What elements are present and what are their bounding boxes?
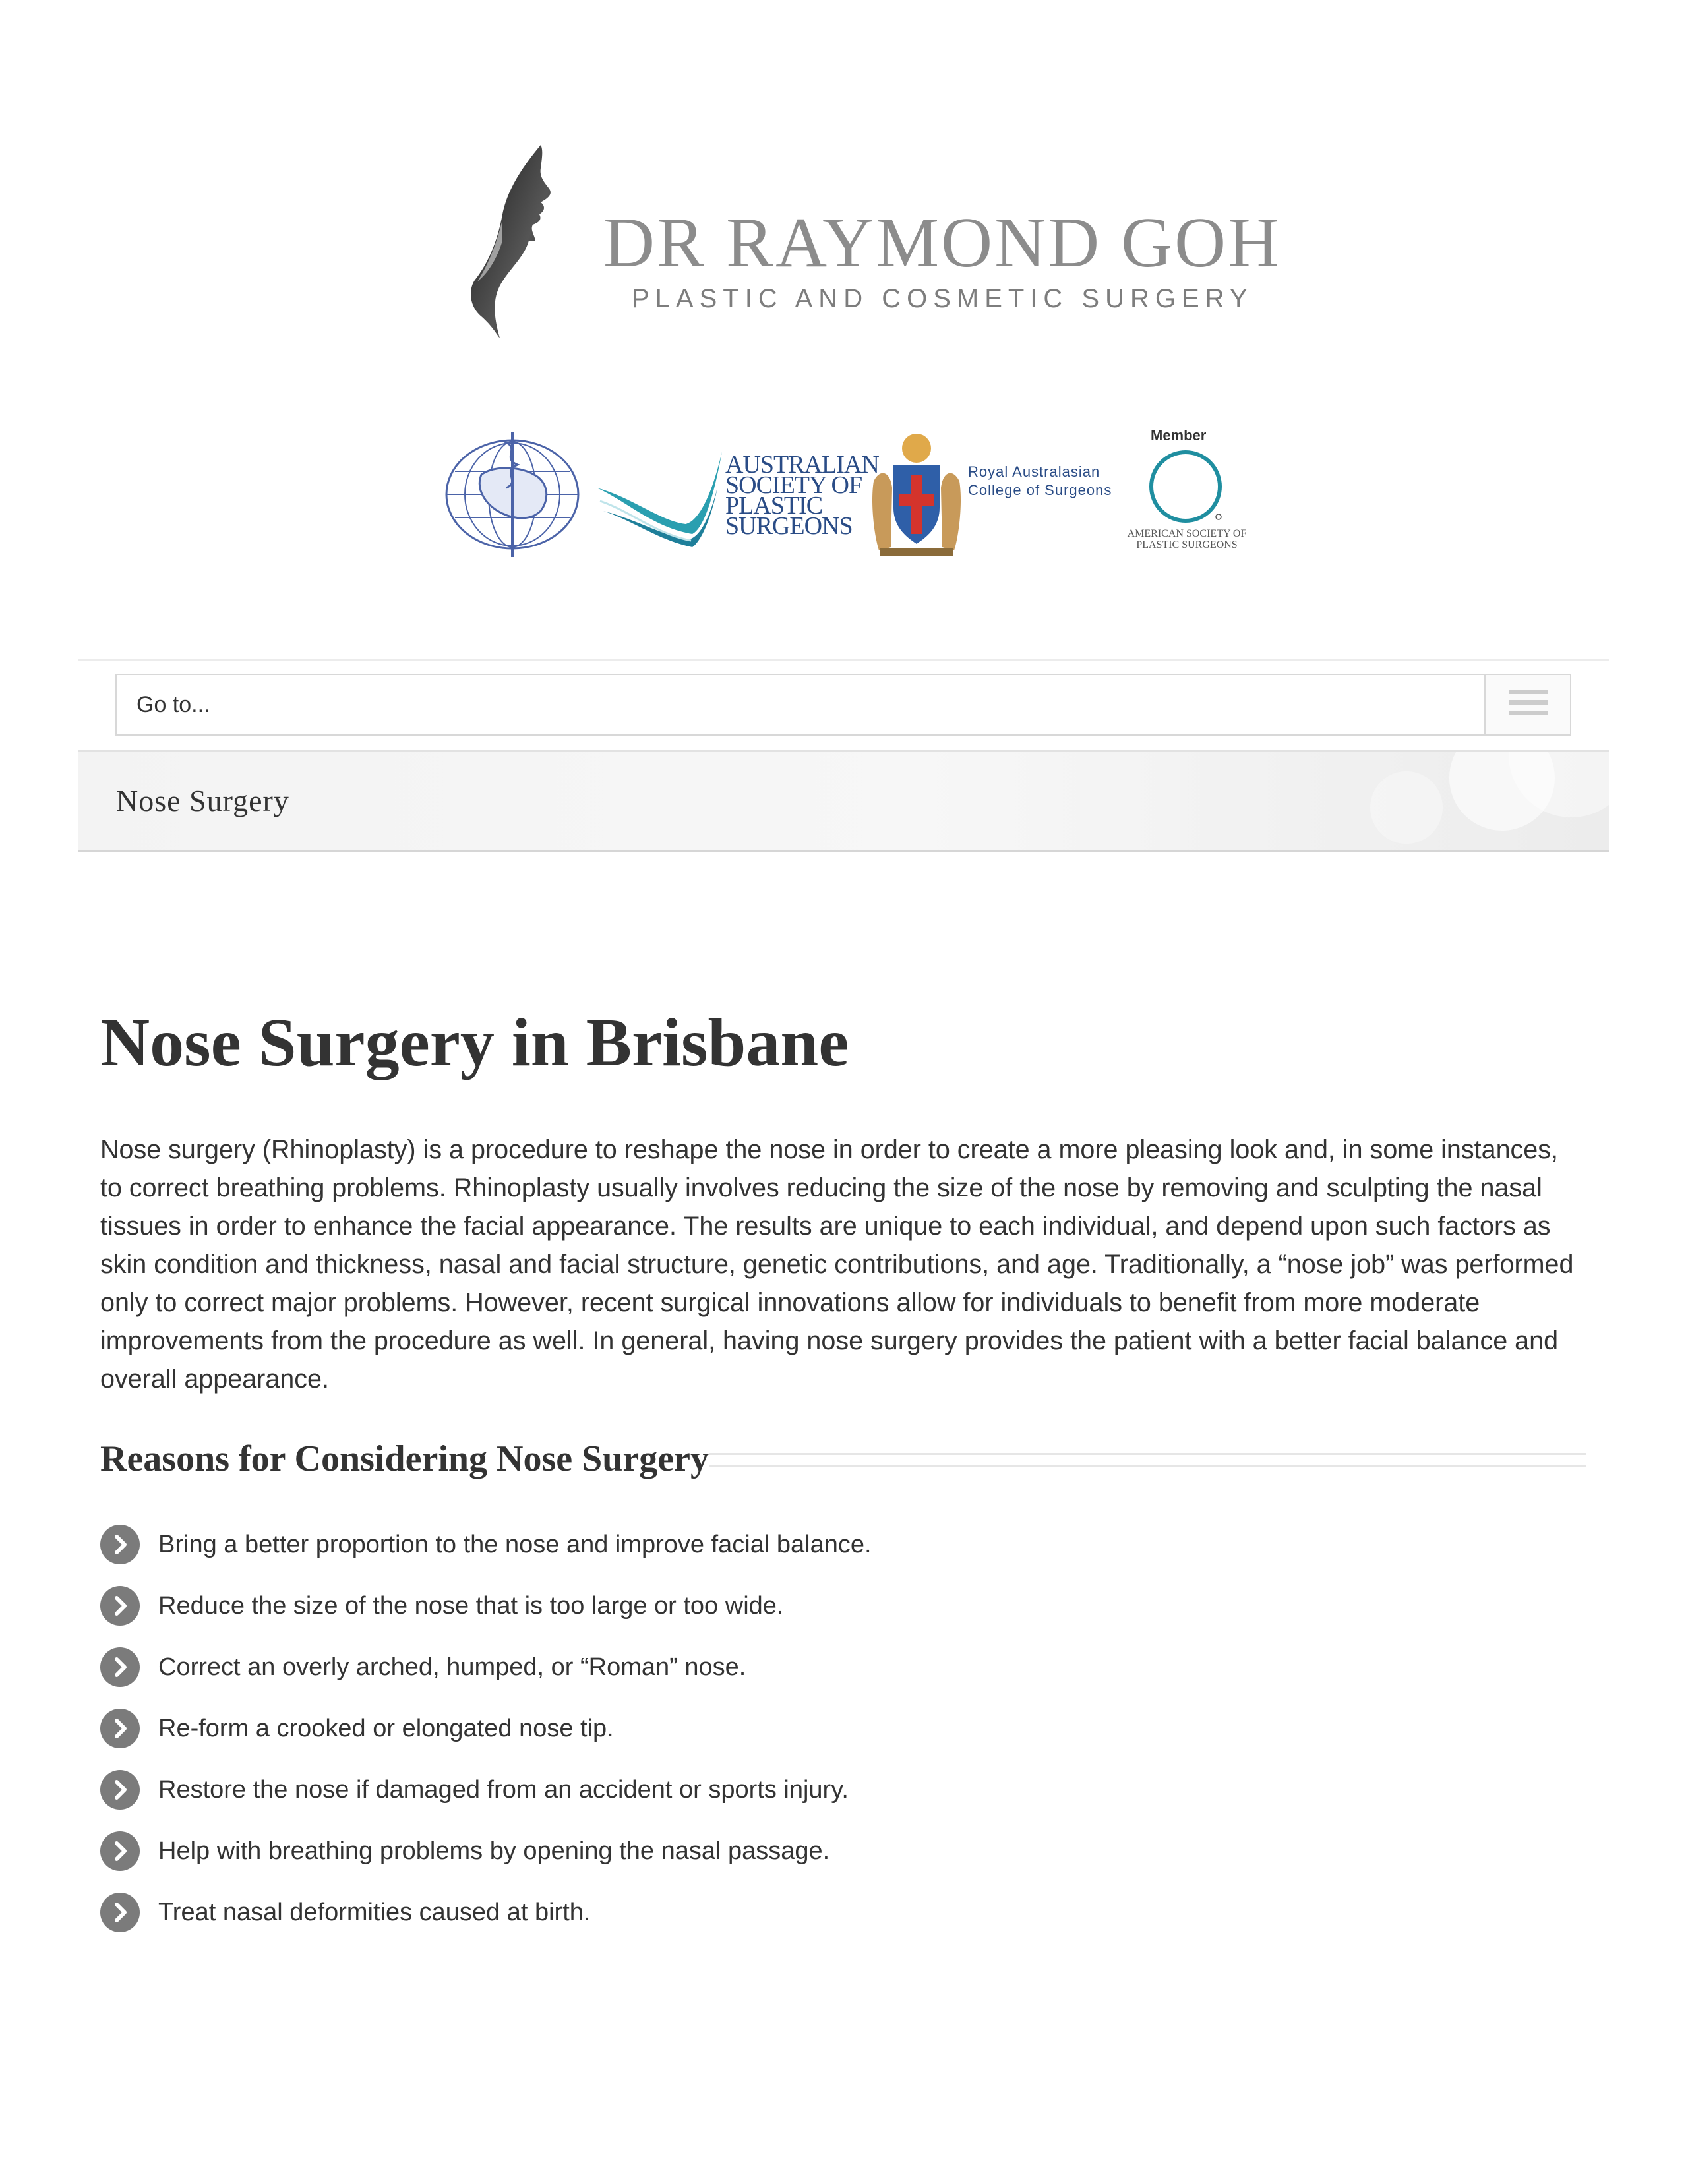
list-item-text: Help with breathing problems by opening the nasal passage. — [158, 1837, 830, 1865]
list-item-text: Treat nasal deformities caused at birth. — [158, 1899, 591, 1926]
american-society-ring-logo — [1147, 448, 1226, 527]
nav-divider — [78, 659, 1609, 661]
racs-text: Royal Australasian College of Surgeons — [968, 463, 1112, 498]
chevron-right-circle-icon — [100, 1831, 140, 1871]
intro-paragraph: Nose surgery (Rhinoplasty) is a procedure to reshape the nose in order to create a more pleasing look and, in some instances, to correct breathing problems. Rhinoplasty usually involves reducing the size of the nose by removing and sculpting the nasal tissues in order to enhance the facial appearance. The results are unique to each individual, and depend upon such factors as skin condition and thickness, nasal and facial structure, genetic contributions, and age. Traditionally, a “nose job” was performed only to correct major problems. However, recent surgical innovations allow for individuals to benefit from more moderate improvements from the procedure as well. In general, having nose surgery provides the patient with a better facial balance and overall appearance. — [100, 1135, 1574, 1394]
goto-label: Go to... — [136, 692, 210, 717]
menu-toggle-button[interactable] — [1484, 675, 1570, 734]
member-label: Member — [1151, 427, 1207, 444]
page-title: Nose Surgery — [116, 784, 289, 817]
australasian-society-globe-logo — [435, 428, 590, 560]
heading-separator — [709, 1453, 1586, 1467]
american-society-text: AMERICAN SOCIETY OF PLASTIC SURGEONS — [1127, 528, 1247, 550]
list-item-text: Reduce the size of the nose that is too large or too wide. — [158, 1592, 784, 1620]
chevron-right-circle-icon — [100, 1709, 140, 1748]
page-title-bar — [78, 750, 1609, 852]
main-heading: Nose Surgery in Brisbane — [100, 1005, 849, 1080]
racs-crest-logo — [867, 428, 966, 560]
asps-wave-logo — [593, 448, 725, 554]
logo-title: DR RAYMOND GOH — [603, 204, 1282, 282]
site-logo[interactable] — [462, 142, 1282, 346]
list-item-text: Restore the nose if damaged from an accident or sports injury. — [158, 1776, 849, 1804]
asps-aus-text: AUSTRALIAN SOCIETY OF PLASTIC SURGEONS — [725, 451, 879, 541]
list-item-text: Correct an overly arched, humped, or “Roman” nose. — [158, 1653, 746, 1681]
list-item-text: Re-form a crooked or elongated nose tip. — [158, 1715, 614, 1742]
hamburger-menu-icon — [1509, 690, 1548, 720]
chevron-right-circle-icon — [100, 1586, 140, 1626]
reasons-heading: Reasons for Considering Nose Surgery — [100, 1438, 709, 1479]
chevron-right-circle-icon — [100, 1525, 140, 1564]
face-profile-silhouette-icon — [462, 142, 567, 339]
list-item-text: Bring a better proportion to the nose and improve facial balance. — [158, 1531, 872, 1558]
chevron-right-circle-icon — [100, 1647, 140, 1687]
logo-subtitle: PLASTIC AND COSMETIC SURGERY — [632, 284, 1253, 313]
chevron-right-circle-icon — [100, 1770, 140, 1810]
chevron-right-circle-icon — [100, 1893, 140, 1932]
association-logos — [435, 422, 1253, 567]
goto-select[interactable] — [115, 674, 1571, 736]
